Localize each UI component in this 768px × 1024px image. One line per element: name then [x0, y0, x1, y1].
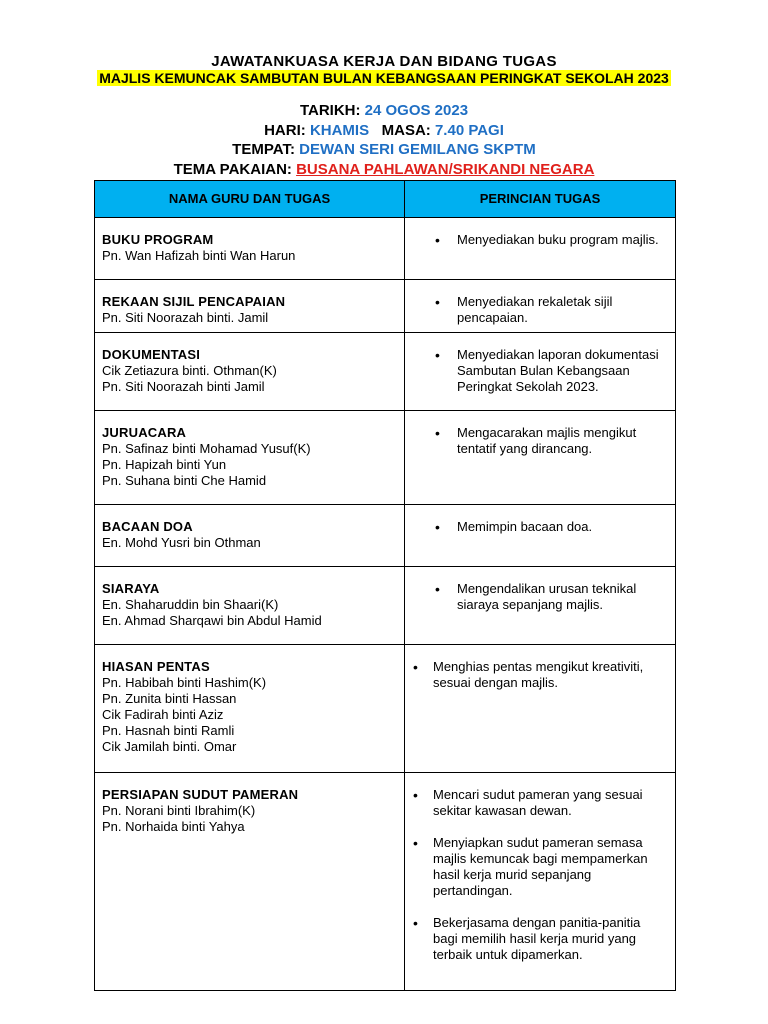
task-cell [405, 773, 676, 991]
task-list [405, 581, 665, 613]
task-item: • Bekerjasama dengan panitia-panitia bagi memilih hasil kerja murid yang terbaik untuk dipamerkan. [405, 915, 665, 963]
task-list [405, 347, 665, 395]
role-cell [95, 645, 405, 773]
role-title: BACAAN DOA [102, 519, 193, 534]
member-name: En. Ahmad Sharqawi bin Abdul Hamid [102, 613, 322, 628]
member-name: Pn. Wan Hafizah binti Wan Harun [102, 248, 296, 263]
role-title: PERSIAPAN SUDUT PAMERAN [102, 787, 299, 802]
member-name: Pn. Siti Noorazah binti. Jamil [102, 310, 269, 325]
task-cell [405, 218, 676, 280]
task-item: • Menyediakan laporan dokumentasi Sambutan Bulan Kebangsaan Peringkat Sekolah 2023. [405, 347, 665, 395]
task-list [405, 659, 665, 691]
task-item: • Mengacarakan majlis mengikut tentatif yang dirancang. [405, 425, 665, 457]
member-name: Pn. Habibah binti Hashim(K) [102, 675, 267, 690]
role-title: REKAAN SIJIL PENCAPAIAN [102, 294, 286, 309]
member-name: Pn. Norhaida binti Yahya [102, 819, 245, 834]
role-cell [95, 333, 405, 411]
task-item: • Menyediakan buku program majlis. [405, 232, 665, 248]
task-item: • Memimpin bacaan doa. [405, 519, 665, 535]
member-name: Pn. Suhana binti Che Hamid [102, 473, 267, 488]
member-name: Pn. Safinaz binti Mohamad Yusuf(K) [102, 441, 311, 456]
table-row [95, 773, 676, 991]
table-row [95, 567, 676, 645]
task-item: • Mencari sudut pameran yang sesuai sekitar kawasan dewan. [405, 787, 665, 819]
venue-line: TEMPAT: DEWAN SERI GEMILANG SKPTM [232, 141, 536, 158]
task-item: • Menyediakan rekaletak sijil pencapaian. [405, 294, 665, 326]
day-time-line: HARI: KHAMIS MASA: 7.40 PAGI [264, 122, 504, 139]
task-cell [405, 280, 676, 333]
table-row [95, 333, 676, 411]
task-cell [405, 411, 676, 505]
role-title: JURUACARA [102, 425, 187, 440]
table-row [95, 280, 676, 333]
member-name: En. Mohd Yusri bin Othman [102, 535, 261, 550]
task-cell [405, 333, 676, 411]
task-list [405, 294, 665, 326]
task-list [405, 787, 665, 963]
role-cell [95, 773, 405, 991]
date-line: TARIKH: 24 OGOS 2023 [299, 102, 469, 119]
role-cell [95, 567, 405, 645]
task-item: • Mengendalikan urusan teknikal siaraya sepanjang majlis. [405, 581, 665, 613]
dress-code-line: TEMA PAKAIAN: BUSANA PAHLAWAN/SRIKANDI NEGARA [173, 161, 595, 178]
member-name: Pn. Zunita binti Hassan [102, 691, 237, 706]
member-name: En. Shaharuddin bin Shaari(K) [102, 597, 279, 612]
document-subtitle: MAJLIS KEMUNCAK SAMBUTAN BULAN KEBANGSAAN PERINGKAT SEKOLAH 2023 [99, 70, 669, 86]
task-cell [405, 567, 676, 645]
role-cell [95, 505, 405, 567]
role-cell [95, 280, 405, 333]
role-title: SIARAYA [102, 581, 160, 596]
table-row [95, 645, 676, 773]
task-cell [405, 645, 676, 773]
task-item: • Menghias pentas mengikut kreativiti, sesuai dengan majlis. [405, 659, 665, 691]
member-name: Cik Zetiazura binti. Othman(K) [102, 363, 277, 378]
column-header: NAMA GURU DAN TUGAS [95, 181, 405, 218]
table-row [95, 505, 676, 567]
member-name: Pn. Siti Noorazah binti Jamil [102, 379, 265, 394]
table-header-row [95, 181, 676, 218]
task-list [405, 519, 665, 535]
table-row [95, 218, 676, 280]
role-cell [95, 218, 405, 280]
member-name: Pn. Hasnah binti Ramli [102, 723, 235, 738]
member-name: Pn. Norani binti Ibrahim(K) [102, 803, 256, 818]
role-title: HIASAN PENTAS [102, 659, 210, 674]
document-title: JAWATANKUASA KERJA DAN BIDANG TUGAS [211, 53, 557, 70]
member-name: Cik Jamilah binti. Omar [102, 739, 237, 754]
task-item: • Menyiapkan sudut pameran semasa majlis kemuncak bagi mempamerkan hasil kerja murid sepanjang pertandingan. [405, 835, 665, 899]
task-cell [405, 505, 676, 567]
duty-table [94, 180, 676, 991]
role-cell [95, 411, 405, 505]
table-row [95, 411, 676, 505]
role-title: DOKUMENTASI [102, 347, 201, 362]
member-name: Pn. Hapizah binti Yun [102, 457, 227, 472]
member-name: Cik Fadirah binti Aziz [102, 707, 224, 722]
task-list [405, 425, 665, 457]
column-header: PERINCIAN TUGAS [405, 181, 676, 218]
task-list [405, 232, 665, 248]
role-title: BUKU PROGRAM [102, 232, 214, 247]
